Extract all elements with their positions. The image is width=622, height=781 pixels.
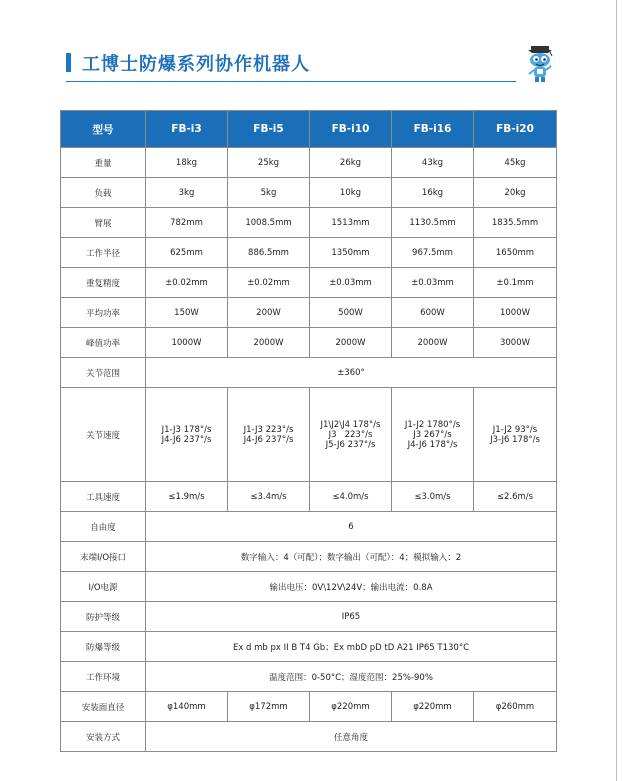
title-underline [66, 81, 516, 82]
table-cell: 625mm [146, 238, 228, 268]
table-cell: 1350mm [310, 238, 392, 268]
table-row [61, 692, 557, 722]
table-cell: ±0.03mm [392, 268, 474, 298]
table-row [61, 722, 557, 752]
table-cell: 3kg [146, 178, 228, 208]
header-cell: FB-i5 [228, 111, 310, 148]
cell-line: J5-J6 237°/s [325, 439, 376, 450]
table-cell [146, 388, 228, 482]
row-label: 关节速度 [61, 388, 146, 482]
merged-cell: 数字输入：4（可配）；数字输出（可配）：4；模拟输入：2 [146, 542, 557, 572]
table-row [61, 512, 557, 542]
table-cell [474, 388, 557, 482]
row-label: 安装方式 [61, 722, 146, 752]
row-label: 臂展 [61, 208, 146, 238]
merged-cell: ±360° [146, 358, 557, 388]
table-cell: 1000W [474, 298, 557, 328]
merged-cell: IP65 [146, 602, 557, 632]
table-cell: ≤3.4m/s [228, 482, 310, 512]
table-row [61, 358, 557, 388]
table-cell: ±0.1mm [474, 268, 557, 298]
table-cell: 2000W [228, 328, 310, 358]
cell-line: J1-J3 178°/s [161, 424, 212, 435]
merged-cell: 6 [146, 512, 557, 542]
table-cell: ≤2.6m/s [474, 482, 557, 512]
page-title: 工博士防爆系列协作机器人 [82, 54, 310, 75]
table-cell: 2000W [310, 328, 392, 358]
table-cell: ≤1.9m/s [146, 482, 228, 512]
robot-mascot-icon [520, 44, 560, 84]
row-label: 重量 [61, 148, 146, 178]
row-label: 防爆等级 [61, 632, 146, 662]
table-cell: 967.5mm [392, 238, 474, 268]
table-row [61, 178, 557, 208]
table-cell: φ140mm [146, 692, 228, 722]
table-cell: 150W [146, 298, 228, 328]
cell-line: J1\J2\J4 178°/s [320, 419, 381, 430]
table-row [61, 238, 557, 268]
table-row [61, 268, 557, 298]
table-cell: ±0.02mm [146, 268, 228, 298]
header-cell: FB-i10 [310, 111, 392, 148]
cell-line: J3 223°/s [328, 429, 373, 440]
row-label: 工具速度 [61, 482, 146, 512]
row-label: 工作环境 [61, 662, 146, 692]
merged-cell: Ex d mb px II B T4 Gb；Ex mbD pD tD A21 IP65 T130°C [146, 632, 557, 662]
row-label: 峰值功率 [61, 328, 146, 358]
cell-line: J3-J6 178°/s [490, 434, 540, 445]
table-row [61, 572, 557, 602]
page-border [616, 0, 617, 781]
table-cell: φ220mm [392, 692, 474, 722]
merged-cell: 任意角度 [146, 722, 557, 752]
table-cell: 3000W [474, 328, 557, 358]
table-cell: 20kg [474, 178, 557, 208]
table-cell: 1650mm [474, 238, 557, 268]
row-label: 末端I/O接口 [61, 542, 146, 572]
table-cell: 1513mm [310, 208, 392, 238]
cell-line: J3 267°/s [413, 429, 452, 440]
header-cell: FB-i3 [146, 111, 228, 148]
table-cell: 600W [392, 298, 474, 328]
cell-line: J4-J6 237°/s [243, 434, 294, 445]
cell-line: J1-J2 93°/s [492, 424, 538, 435]
table-row [61, 542, 557, 572]
table-cell: ±0.03mm [310, 268, 392, 298]
row-label: 关节范围 [61, 358, 146, 388]
table-cell: 1835.5mm [474, 208, 557, 238]
merged-cell: 温度范围：0-50°C；湿度范围：25%-90% [146, 662, 557, 692]
table-cell: 1008.5mm [228, 208, 310, 238]
table-row [61, 298, 557, 328]
table-cell: 5kg [228, 178, 310, 208]
table-cell: φ172mm [228, 692, 310, 722]
row-label: 安装面直径 [61, 692, 146, 722]
table-cell [310, 388, 392, 482]
cell-line: J1-J3 223°/s [243, 424, 294, 435]
table-row [61, 328, 557, 358]
table-row [61, 148, 557, 178]
table-cell: φ220mm [310, 692, 392, 722]
table-cell: 43kg [392, 148, 474, 178]
table-cell: 500W [310, 298, 392, 328]
table-cell [392, 388, 474, 482]
table-cell: 10kg [310, 178, 392, 208]
merged-cell: 输出电压：0V\12V\24V；输出电流：0.8A [146, 572, 557, 602]
table-row [61, 388, 557, 482]
row-label: 防护等级 [61, 602, 146, 632]
row-label: 自由度 [61, 512, 146, 542]
table-cell: 18kg [146, 148, 228, 178]
table-cell: ≤3.0m/s [392, 482, 474, 512]
table-cell: 16kg [392, 178, 474, 208]
table-cell: 26kg [310, 148, 392, 178]
cell-line: J4-J6 237°/s [161, 434, 212, 445]
table-cell: 25kg [228, 148, 310, 178]
page-header [66, 50, 566, 82]
table-row [61, 482, 557, 512]
row-label: 平均功率 [61, 298, 146, 328]
table-cell: 200W [228, 298, 310, 328]
table-cell: ≤4.0m/s [310, 482, 392, 512]
table-row [61, 662, 557, 692]
table-cell: 1130.5mm [392, 208, 474, 238]
header-cell: FB-i20 [474, 111, 557, 148]
title-accent-bar [66, 53, 71, 72]
cell-line: J1-J2 1780°/s [404, 419, 461, 430]
table-cell: 2000W [392, 328, 474, 358]
header-cell: FB-i16 [392, 111, 474, 148]
table-cell: 45kg [474, 148, 557, 178]
table-cell: φ260mm [474, 692, 557, 722]
table-row [61, 632, 557, 662]
table-cell: 1000W [146, 328, 228, 358]
table-cell: 782mm [146, 208, 228, 238]
table-cell [228, 388, 310, 482]
table-cell: 886.5mm [228, 238, 310, 268]
row-label: 负载 [61, 178, 146, 208]
header-cell: 型号 [61, 111, 146, 148]
cell-line: J4-J6 178°/s [407, 439, 458, 450]
spec-table [60, 110, 557, 752]
table-row [61, 208, 557, 238]
row-label: 重复精度 [61, 268, 146, 298]
table-cell: ±0.02mm [228, 268, 310, 298]
row-label: I/O电源 [61, 572, 146, 602]
table-row [61, 602, 557, 632]
row-label: 工作半径 [61, 238, 146, 268]
